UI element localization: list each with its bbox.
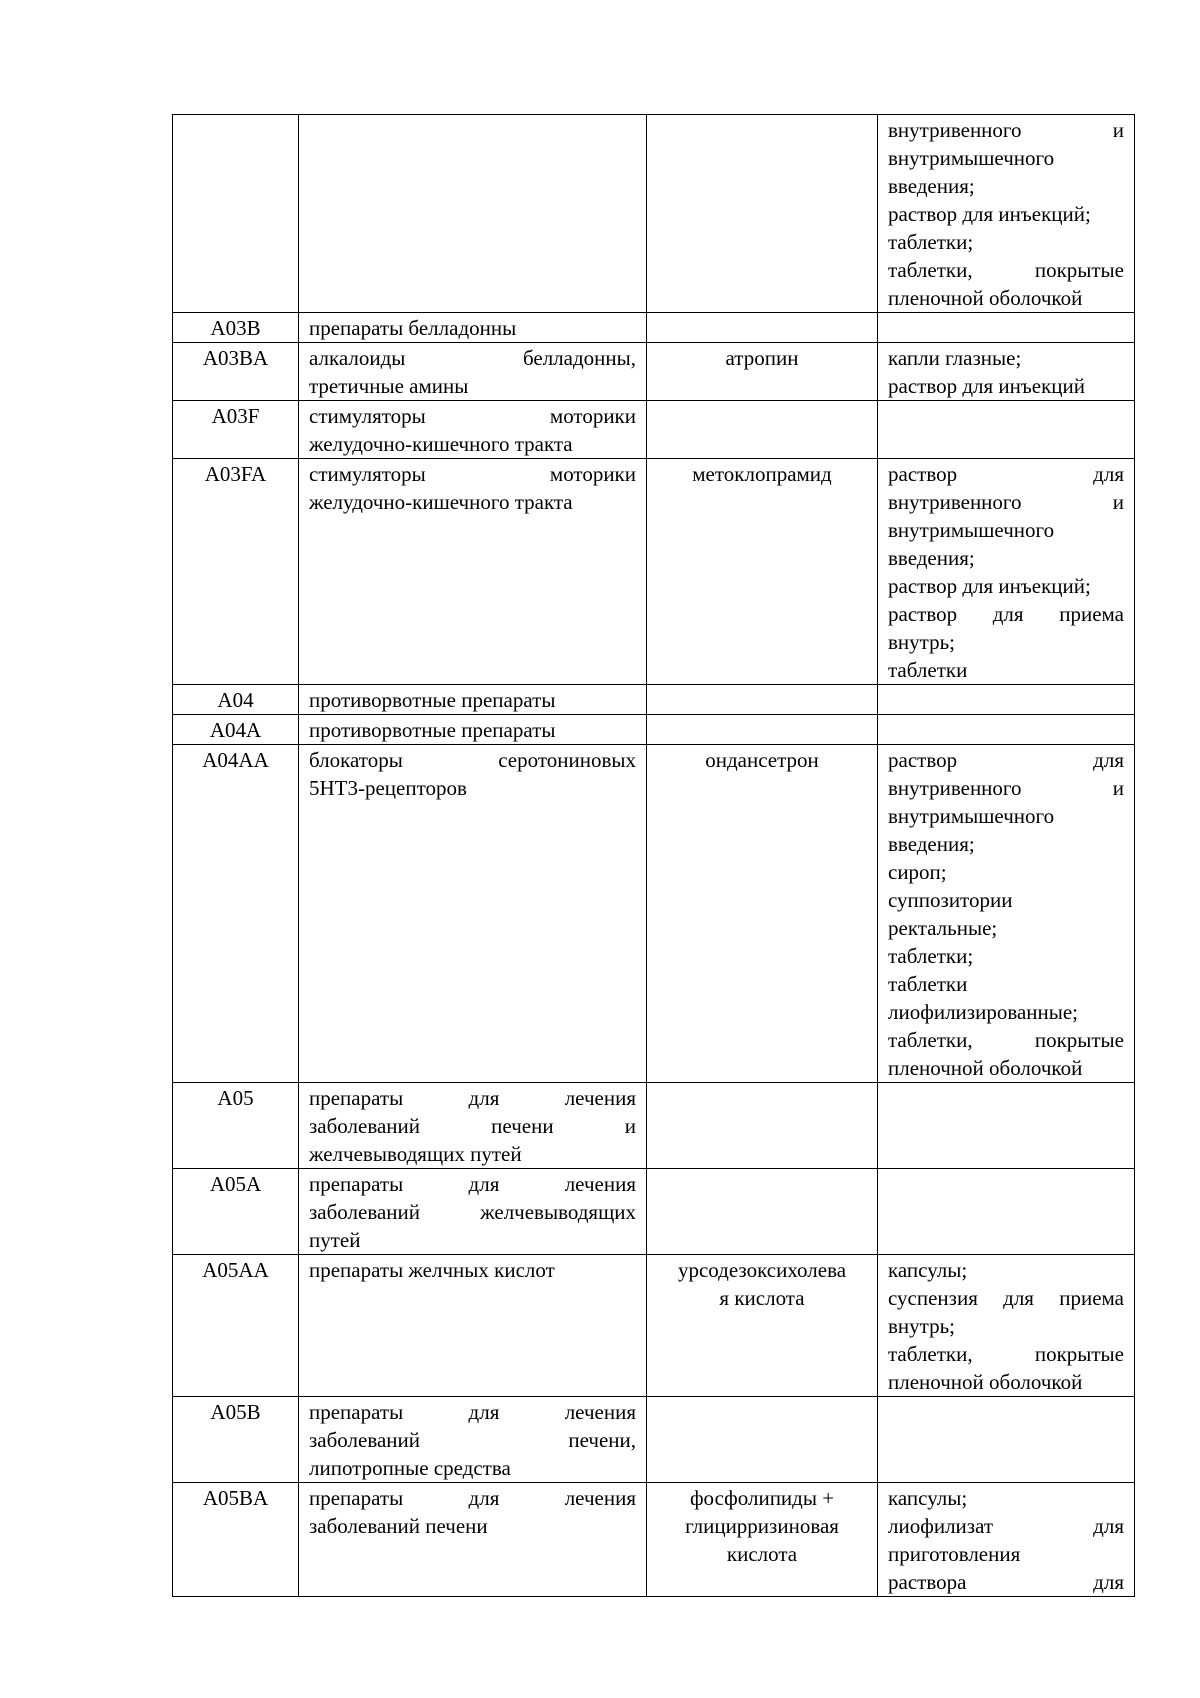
drug-name-line: кислота [726,1542,798,1566]
dosage-form-line: введения; [888,546,975,570]
dosage-form-line: раствор для инъекций [888,374,1085,398]
anatomical-therapeutic-group-cell [299,343,647,401]
dosage-form-cell [878,745,1135,1083]
table-row [173,1397,1135,1483]
drug-name-cell [647,115,878,313]
group-text-line: 5HT3-рецепторов [309,776,467,800]
dosage-form-line: таблетки; [888,230,974,254]
dosage-form-cell [878,1255,1135,1397]
dosage-form-cell [878,715,1135,745]
dosage-form-line: раствора для [888,1570,1124,1594]
dosage-form-line: пленочной оболочкой [888,1370,1083,1394]
dosage-form-line: ректальные; [888,916,998,940]
drug-name-cell [647,685,878,715]
table-row [173,1483,1135,1597]
group-text-line: препараты для лечения [309,1486,636,1510]
dosage-form-line: сироп; [888,860,947,884]
dosage-form-line: раствор для [888,462,1124,486]
dosage-form-line: внутримышечного [888,146,1055,170]
drug-name-cell [647,459,878,685]
drug-name-cell [647,1483,878,1597]
drug-name-line: я кислота [719,1286,805,1310]
drug-name-cell [647,1169,878,1255]
atc-code-cell: A05 [173,1083,299,1169]
dosage-form-cell [878,343,1135,401]
atc-code-cell: A03B [173,313,299,343]
dosage-form-cell [878,1483,1135,1597]
table-row [173,1083,1135,1169]
dosage-form-line: раствор для инъекций; [888,202,1091,226]
dosage-form-line: раствор для инъекций; [888,574,1091,598]
drug-name-cell [647,401,878,459]
group-text-line: заболеваний желчевыводящих [309,1200,636,1224]
anatomical-therapeutic-group-cell [299,1169,647,1255]
dosage-form-cell [878,1083,1135,1169]
dosage-form-line: раствор для [888,748,1124,772]
group-text-line: противорвотные препараты [309,718,556,742]
drug-name-line: метоклопрамид [692,462,832,486]
dosage-form-line: суппозитории [888,888,1013,912]
atc-code-cell: A05AA [173,1255,299,1397]
dosage-form-line: капсулы; [888,1258,968,1282]
drug-name-cell [647,715,878,745]
group-text-line: препараты для лечения [309,1172,636,1196]
drug-name-line: глицирризиновая [685,1514,839,1538]
group-text-line: желудочно-кишечного тракта [309,432,573,456]
dosage-form-line: капли глазные; [888,346,1022,370]
dosage-form-line: пленочной оболочкой [888,1056,1083,1080]
group-text-line: третичные амины [309,374,469,398]
drug-name-cell [647,745,878,1083]
drug-name-line: урсодезоксихолева [677,1258,847,1282]
dosage-form-line: внутрь; [888,630,955,654]
dosage-form-line: лиофилизированные; [888,1000,1079,1024]
group-text-line: препараты для лечения [309,1400,636,1424]
dosage-form-line: капсулы; [888,1486,968,1510]
dosage-form-line: приготовления [888,1542,1021,1566]
group-text-line: путей [309,1228,361,1252]
drug-name-cell [647,313,878,343]
dosage-form-line: внутримышечного [888,804,1055,828]
dosage-form-cell [878,115,1135,313]
anatomical-therapeutic-group-cell [299,115,647,313]
table-row [173,401,1135,459]
atc-code-cell: A05B [173,1397,299,1483]
dosage-form-line: таблетки, покрытые [888,258,1124,282]
group-text-line: препараты желчных кислот [309,1258,555,1282]
group-text-line: стимуляторы моторики [309,462,636,486]
group-text-line: блокаторы серотониновых [309,748,636,772]
dosage-form-line: внутривенного и [888,490,1124,514]
atc-code-cell: A03BA [173,343,299,401]
group-text-line: алкалоиды белладонны, [309,346,636,370]
group-text-line: заболеваний печени и [309,1114,636,1138]
drug-name-line: фосфолипиды + [689,1486,835,1510]
atc-code-cell: A04 [173,685,299,715]
anatomical-therapeutic-group-cell [299,1255,647,1397]
atc-code-cell: A05A [173,1169,299,1255]
group-text-line: препараты белладонны [309,316,517,340]
drug-name-cell [647,1255,878,1397]
drug-name-cell [647,1397,878,1483]
anatomical-therapeutic-group-cell [299,1483,647,1597]
anatomical-therapeutic-group-cell [299,1083,647,1169]
dosage-form-line: пленочной оболочкой [888,286,1083,310]
dosage-form-line: суспензия для приема [888,1286,1124,1310]
atc-code-cell: A04AA [173,745,299,1083]
group-text-line: противорвотные препараты [309,688,556,712]
dosage-form-line: таблетки [888,972,968,996]
atc-code-cell: A05BA [173,1483,299,1597]
dosage-form-line: внутримышечного [888,518,1055,542]
table-row [173,1255,1135,1397]
anatomical-therapeutic-group-cell [299,1397,647,1483]
drug-name-line: ондансетрон [705,748,819,772]
table-row [173,115,1135,313]
dosage-form-cell [878,401,1135,459]
group-text-line: препараты для лечения [309,1086,636,1110]
dosage-form-line: таблетки; [888,944,974,968]
drug-name-line: атропин [725,346,799,370]
group-text-line: желудочно-кишечного тракта [309,490,573,514]
anatomical-therapeutic-group-cell [299,313,647,343]
group-text-line: липотропные средства [309,1456,511,1480]
dosage-form-cell [878,1397,1135,1483]
group-text-line: заболеваний печени [309,1514,488,1538]
atc-code-cell [173,115,299,313]
table-row [173,685,1135,715]
table-row [173,343,1135,401]
dosage-form-line: введения; [888,832,975,856]
dosage-form-line: внутривенного и [888,118,1124,142]
dosage-form-cell [878,1169,1135,1255]
anatomical-therapeutic-group-cell [299,715,647,745]
table-row [173,745,1135,1083]
dosage-form-line: таблетки [888,658,968,682]
dosage-form-cell [878,685,1135,715]
dosage-form-line: внутривенного и [888,776,1124,800]
drug-name-cell [647,343,878,401]
group-text-line: стимуляторы моторики [309,404,636,428]
dosage-form-line: таблетки, покрытые [888,1028,1124,1052]
atc-code-cell: A03F [173,401,299,459]
anatomical-therapeutic-group-cell [299,401,647,459]
anatomical-therapeutic-group-cell [299,745,647,1083]
dosage-form-cell [878,459,1135,685]
drug-classification-table [172,114,1135,1597]
atc-code-cell: A04A [173,715,299,745]
table-row [173,715,1135,745]
drug-name-cell [647,1083,878,1169]
dosage-form-line: таблетки, покрытые [888,1342,1124,1366]
table-row [173,1169,1135,1255]
anatomical-therapeutic-group-cell [299,459,647,685]
group-text-line: желчевыводящих путей [309,1142,522,1166]
table-row [173,459,1135,685]
atc-code-cell: A03FA [173,459,299,685]
group-text-line: заболеваний печени, [309,1428,636,1452]
dosage-form-cell [878,313,1135,343]
anatomical-therapeutic-group-cell [299,685,647,715]
table-row [173,313,1135,343]
dosage-form-line: введения; [888,174,975,198]
table-body [173,115,1135,1597]
dosage-form-line: лиофилизат для [888,1514,1124,1538]
dosage-form-line: внутрь; [888,1314,955,1338]
dosage-form-line: раствор для приема [888,602,1124,626]
